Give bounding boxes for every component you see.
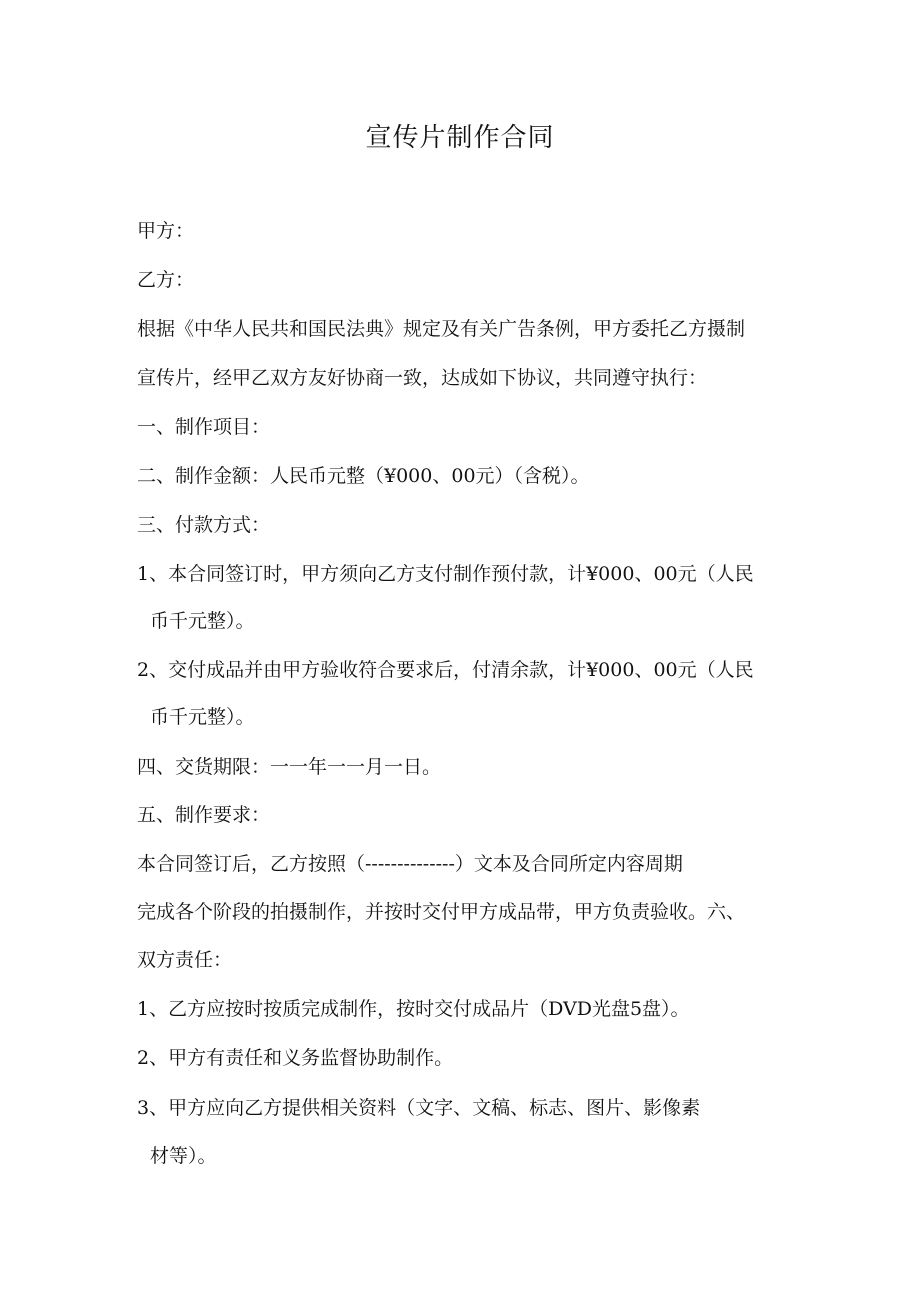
document-title: 宣传片制作合同 [365,123,555,153]
preamble-line-1: 根据《中华人民共和国民法典》规定及有关广告条例，甲方委托乙方摄制 [137,318,746,340]
section-1-heading: 一、制作项目： [137,416,271,438]
responsibility-item-3: 3、甲方应向乙方提供相关资料（文字、文稿、标志、图片、影像素 [137,1097,701,1119]
payment-item-1: 1、本合同签订时，甲方须向乙方支付制作预付款，计¥000、00元（人民 [137,563,754,585]
requirements-line-1: 本合同签订后，乙方按照（--------------）文本及合同所定内容周期 [137,853,683,875]
section-3-heading: 三、付款方式： [137,514,271,536]
preamble-line-2: 宣传片，经甲乙双方友好协商一致，达成如下协议，共同遵守执行： [137,367,708,389]
requirements-line-2: 完成各个阶段的拍摄制作，并按时交付甲方成品带，甲方负责验收。六、 [137,901,746,923]
responsibility-item-2: 2、甲方有责任和义务监督协助制作。 [137,1047,454,1069]
payment-item-1-cont: 币千元整）。 [150,610,255,632]
responsibility-item-1: 1、乙方应按时按质完成制作，按时交付成品片（DVD光盘5盘）。 [137,998,690,1020]
party-a-line: 甲方： [137,220,195,242]
section-5-heading: 五、制作要求： [137,804,271,826]
section-6-heading: 双方责任： [137,949,233,971]
section-4-delivery: 四、交货期限：一一年一一月一日。 [137,756,442,778]
payment-item-2: 2、交付成品并由甲方验收符合要求后，付清余款，计¥000、00元（人民 [137,659,754,681]
responsibility-item-3-cont: 材等）。 [150,1145,217,1167]
party-b-line: 乙方： [137,269,195,291]
section-2-amount: 二、制作金额：人民币元整（¥000、00元）（含税）。 [137,465,590,487]
payment-item-2-cont: 币千元整）。 [150,706,255,728]
